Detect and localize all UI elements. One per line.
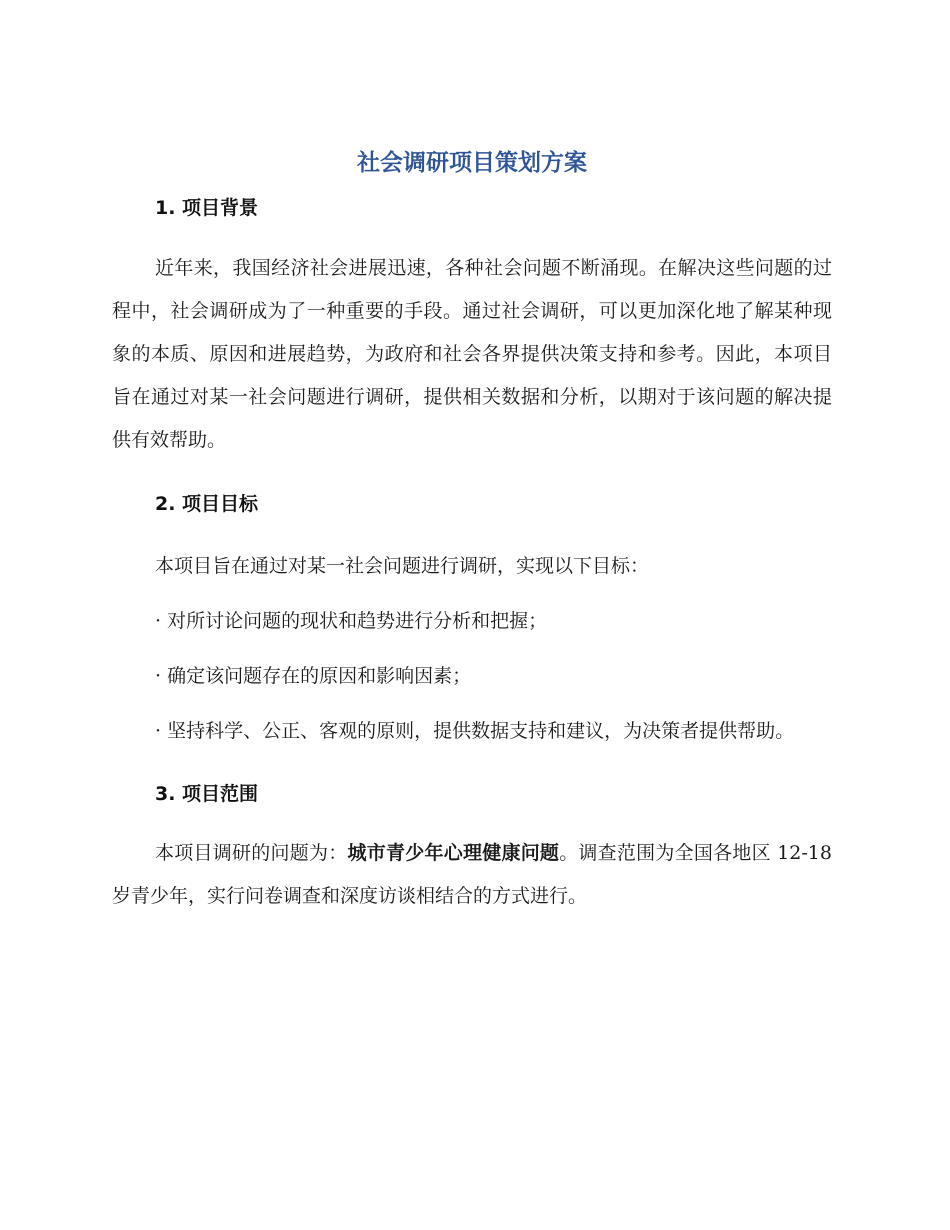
document-title: 社会调研项目策划方案 [357, 150, 587, 176]
goal-bullet-item: · 对所讨论问题的现状和趋势进行分析和把握； [155, 610, 548, 632]
section-heading-scope: 3. 项目范围 [155, 783, 259, 805]
document-page [112, 145, 832, 918]
scope-paragraph [112, 832, 832, 918]
scope-paragraph-prefix: 本项目调研的问题为： [155, 842, 348, 864]
goal-bullet-item: · 确定该问题存在的原因和影响因素； [155, 665, 472, 687]
section-heading-goals: 2. 项目目标 [155, 493, 259, 515]
scope-research-topic: 城市青少年心理健康问题 [347, 842, 560, 864]
scope-paragraph-suffix: 。调查范围为全国各地区 12-18 岁青少年，实行问卷调查和深度访谈相结合的方式进行。 [112, 842, 832, 907]
goal-bullet-item: · 坚持科学、公正、客观的原则，提供数据支持和建议，为决策者提供帮助。 [155, 720, 795, 742]
section-heading-background: 1. 项目背景 [155, 197, 259, 219]
goals-intro-paragraph: 本项目旨在通过对某一社会问题进行调研，实现以下目标： [155, 555, 650, 577]
background-paragraph: 近年来，我国经济社会进展迅速，各种社会问题不断涌现。在解决这些问题的过程中，社会调研成为了一种重要的手段。通过社会调研，可以更加深化地了解某种现象的本质、原因和进展趋势，为政府和社会各界提供决策支持和参考。因此，本项目旨在通过对某一社会问题进行调研，提供相关数据和分析，以期对于该问题的解决提供有效帮助。 [112, 257, 832, 451]
